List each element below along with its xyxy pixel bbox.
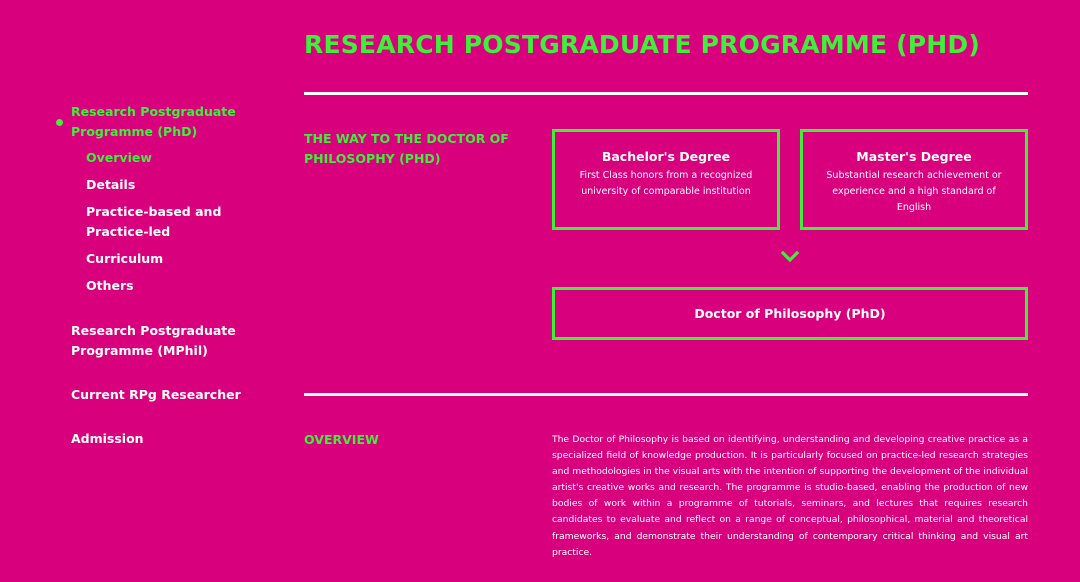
bachelor-degree-desc: First Class honors from a recognized university of comparable institution [579,170,753,197]
page-title: RESEARCH POSTGRADUATE PROGRAMME (PHD) [304,30,980,59]
overview-body: The Doctor of Philosophy is based on identifying, understanding and developing creative practice as a specialized field of knowledge production. It is particularly focused on practice-led research strategies and methodologies in the visual arts with the intention of supporting the development of the individual artist's creative works and research. The programme is studio-based, enabling the production of new bodies of work within a programme of tutorials, seminars, and lectures that requires research candidates to evaluate and reflect on a range of conceptual, philosophical, material and theoretical frameworks, and demonstrate their understanding of contemporary critical thinking and visual art practice. [552,434,1028,558]
sidebar-item-others[interactable]: Others [86,278,134,293]
sidebar-group-phd[interactable]: Research Postgraduate Programme (PhD) [71,104,236,139]
sidebar-group-admission[interactable]: Admission [71,431,144,446]
master-degree-box [800,129,1028,230]
sidebar-item-practice-based[interactable]: Practice-based and Practice-led [86,204,222,239]
overview-heading: OVERVIEW [304,432,379,447]
master-degree-desc: Substantial research achievement or experience and a high standard of English [826,170,1002,213]
pathway-heading: THE WAY TO THE DOCTOR OF PHILOSOPHY (PHD) [304,131,509,166]
active-indicator-dot [56,119,63,126]
sidebar-item-overview[interactable]: Overview [86,150,152,165]
bachelor-degree-box [552,129,780,230]
chevron-down-icon [781,251,799,263]
master-degree-title: Master's Degree [856,149,972,164]
phd-degree-title: Doctor of Philosophy (PhD) [694,306,886,321]
divider-top [304,92,1028,95]
sidebar-item-curriculum[interactable]: Curriculum [86,251,164,266]
sidebar-item-details[interactable]: Details [86,177,136,192]
bachelor-degree-title: Bachelor's Degree [601,149,731,164]
sidebar-group-current-researcher[interactable]: Current RPg Researcher [71,387,241,402]
sidebar-group-mphil[interactable]: Research Postgraduate Programme (MPhil) [71,323,236,358]
divider-middle [304,393,1028,396]
phd-degree-box [552,287,1028,340]
sidebar-nav [54,102,284,449]
